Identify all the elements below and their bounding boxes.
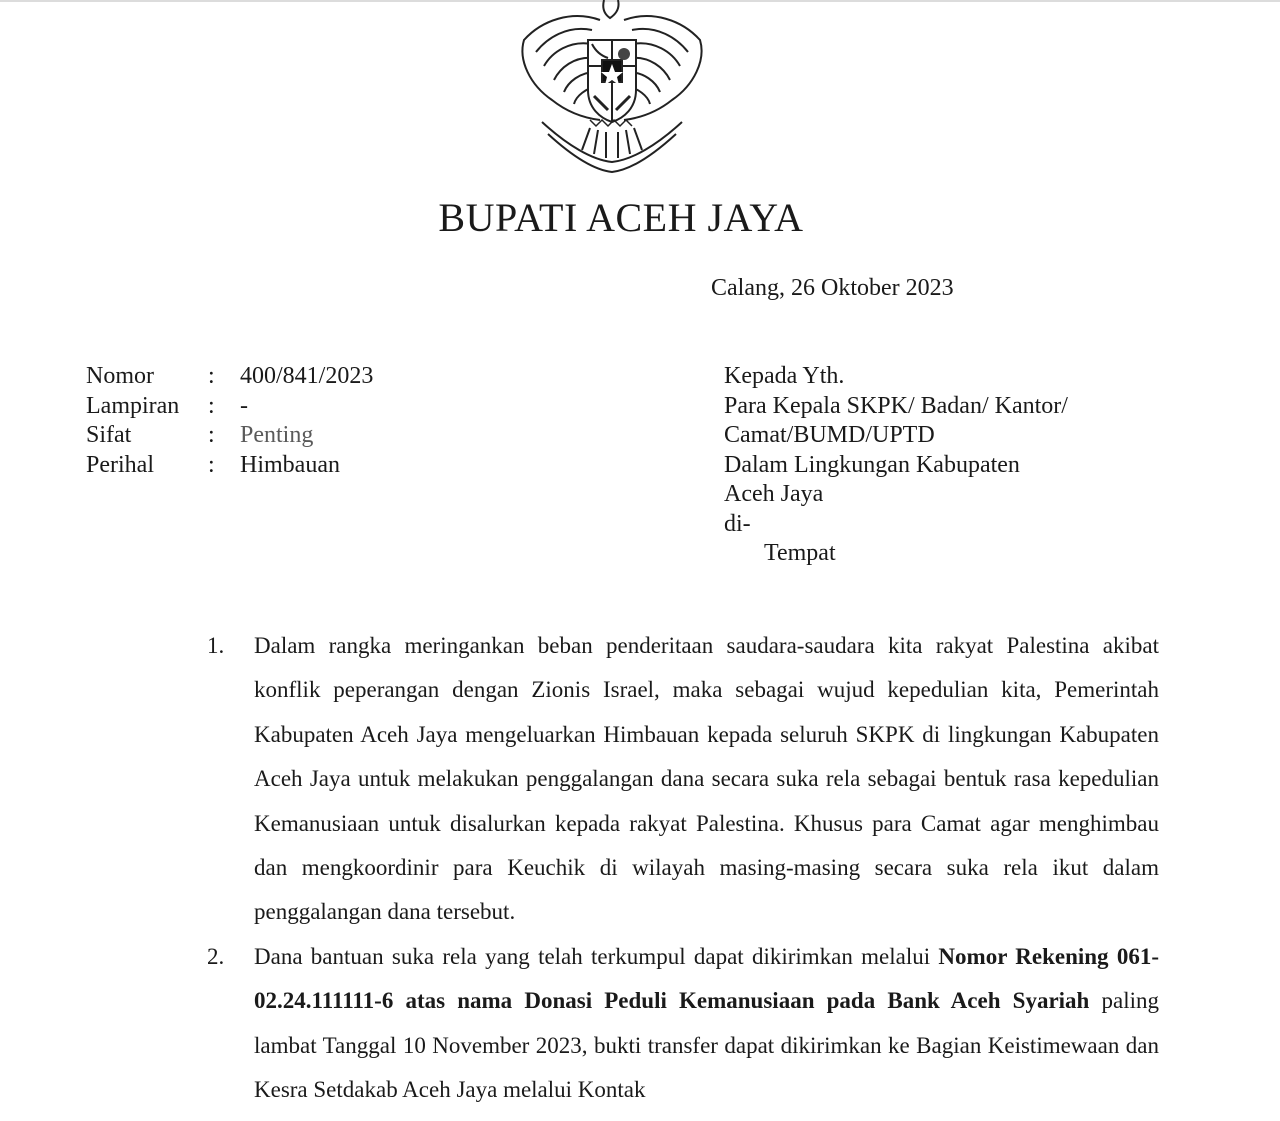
meta-value: Himbauan [240, 451, 340, 478]
letterhead-title: BUPATI ACEH JAYA [438, 195, 804, 240]
list-item [207, 624, 1159, 935]
meta-value: Penting [240, 422, 314, 448]
recipient-line: Aceh Jaya [724, 481, 824, 507]
meta-colon: : [208, 392, 215, 419]
meta-label: Lampiran [86, 392, 180, 419]
letter-body-list [207, 624, 1159, 1112]
text-after: paling lambat Tanggal 10 November 2023, bukti transfer dapat dikirimkan ke Bagian Keistimewaan dan Kesra Setdakab Aceh Jaya melalui Kontak [254, 988, 1159, 1103]
meta-row-sifat [86, 421, 373, 451]
meta-label: Nomor [86, 363, 154, 389]
recipient-line-tempat: Tempat [764, 540, 836, 566]
text-before: Dana bantuan suka rela yang telah terkumpul dapat dikirimkan melalui [254, 943, 931, 969]
letter-meta [86, 362, 373, 480]
meta-row-lampiran [86, 392, 373, 422]
recipient-line: di- [724, 510, 751, 537]
garuda-emblem-icon [512, 0, 712, 180]
bank-account-bold: Nomor Rekening 061-02.24.111111-6 atas nama Donasi Peduli Kemanusiaan pada Bank Aceh Syariah [254, 943, 1159, 1014]
meta-value: 400/841/2023 [240, 363, 374, 389]
recipient-block [724, 362, 1068, 569]
letter-date: Calang, 26 Oktober 2023 [711, 275, 954, 301]
list-item-text [254, 935, 1159, 1113]
recipient-line: Camat/BUMD/UPTD [724, 422, 935, 448]
meta-colon: : [208, 451, 215, 478]
meta-label: Sifat [86, 422, 132, 448]
recipient-line: Dalam Lingkungan Kabupaten [724, 451, 1020, 478]
meta-row-nomor [86, 362, 373, 392]
list-item-text: Dalam rangka meringankan beban penderitaan saudara-saudara kita rakyat Palestina akibat konflik peperangan dengan Zionis Israel, maka sebagai wujud kepedulian kita, Pemerintah Kabupaten Aceh Jaya mengeluarkan Himbauan kepada seluruh SKPK di lingkungan Kabupaten Aceh Jaya untuk melakukan penggalangan dana secara suka rela sebagai bentuk rasa kepedulian Kemanusiaan untuk disalurkan kepada rakyat Palestina. Khusus para Camat agar menghimbau dan mengkoordinir para Keuchik di wilayah masing-masing secara suka rela ikut dalam penggalangan dana tersebut. [254, 633, 1159, 925]
meta-colon: : [208, 363, 215, 389]
meta-row-perihal [86, 451, 373, 481]
recipient-line: Kepada Yth. [724, 363, 845, 389]
meta-colon: : [208, 422, 215, 448]
meta-value: - [240, 392, 248, 419]
list-item [207, 935, 1159, 1113]
recipient-line: Para Kepala SKPK/ Badan/ Kantor/ [724, 392, 1068, 419]
meta-label: Perihal [86, 451, 154, 478]
list-item-number: 2. [207, 943, 225, 969]
list-item-number: 1. [207, 633, 225, 658]
